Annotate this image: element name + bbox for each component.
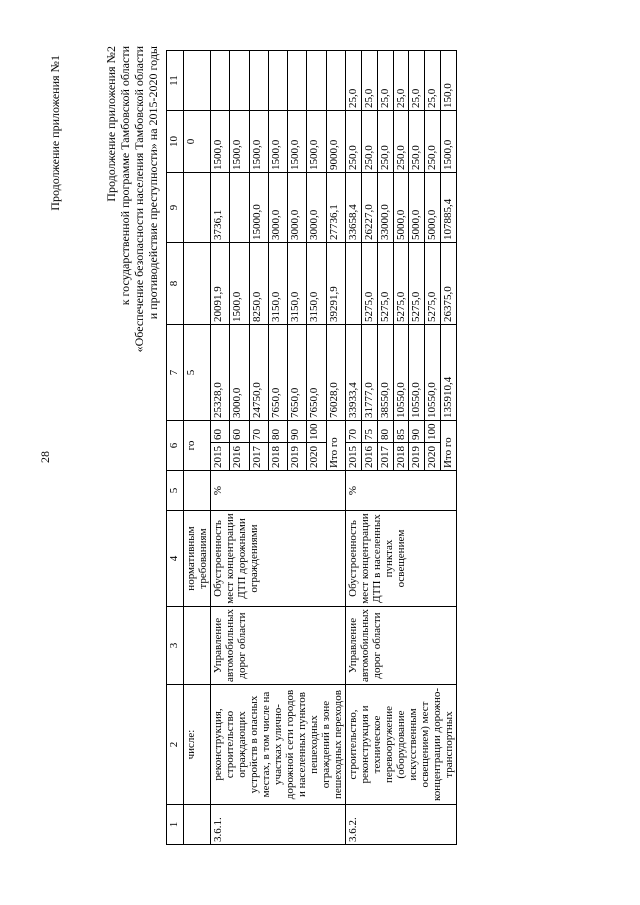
unit: % [346, 471, 457, 511]
funding-c9: 5000,0 [393, 173, 409, 243]
funding-c7: 10550,0 [425, 325, 441, 421]
funding-c8: 20091,9 [211, 243, 230, 325]
funding-c10: 250,0 [361, 111, 377, 173]
funding-c11: 25,0 [346, 51, 362, 111]
funding-c7: 10550,0 [393, 325, 409, 421]
funding-c8 [346, 243, 362, 325]
page-number: 28 [38, 451, 52, 463]
funding-c10: 250,0 [409, 111, 425, 173]
year-continued: го [184, 421, 211, 471]
funding-c8: 3150,0 [268, 243, 287, 325]
funding-c10: 250,0 [425, 111, 441, 173]
funding-c11 [268, 51, 287, 111]
indicator-value: 100 [425, 421, 441, 443]
indicator-value: 70 [346, 421, 362, 443]
year-cell: 2020 [425, 443, 441, 471]
col-num-7: 7 [167, 325, 184, 421]
total-continued: 5 [184, 325, 211, 421]
unit: % [211, 471, 346, 511]
funding-c7: 3000,0 [230, 325, 249, 421]
funding-c11: 25,0 [377, 51, 393, 111]
row-number: 3.6.1. [211, 805, 346, 845]
measure-name: строительство, реконструкция и техническое перевооружение (оборудование искусственным освещением) мест концентрации дорожно-транспортных [346, 685, 457, 805]
funding-c9 [230, 173, 249, 243]
funding-c11 [249, 51, 268, 111]
continuation-row [184, 51, 211, 845]
row-number: 3.6.2. [346, 805, 457, 845]
total-c11 [326, 51, 345, 111]
funding-c11 [211, 51, 230, 111]
funding-c8: 3150,0 [288, 243, 307, 325]
measure-name: реконструкция, строительство ограждающих устройств в опасных местах, в том числе на участках улично-дорожной сети городов и населенных пунктов пешеходных ограждений в зоне пешеходных переходов [211, 685, 346, 805]
year-cell: 2017 [377, 443, 393, 471]
funding-c7: 31777,0 [361, 325, 377, 421]
column-number-row [167, 51, 184, 845]
total-c9: 27736,1 [326, 173, 345, 243]
funding-c9: 15000,0 [249, 173, 268, 243]
year-cell: 2019 [288, 443, 307, 471]
year-cell: 2018 [393, 443, 409, 471]
col-num-10: 10 [167, 111, 184, 173]
funding-c8: 5275,0 [377, 243, 393, 325]
funding-c11 [307, 51, 326, 111]
program-table [166, 50, 457, 845]
indicator-value: 90 [288, 421, 307, 443]
funding-c11: 25,0 [361, 51, 377, 111]
funding-c8: 5275,0 [425, 243, 441, 325]
indicator: Обустроенность мест концентрации ДТП в населенных пунктах освещением [346, 511, 457, 607]
col-num-6: 6 [167, 421, 184, 471]
total-c10: 1500,0 [441, 111, 457, 173]
funding-c7: 24750,0 [249, 325, 268, 421]
year-cell: 2020 [307, 443, 326, 471]
funding-c9: 26227,0 [361, 173, 377, 243]
table-row [211, 51, 230, 845]
local-continued: 0 [184, 111, 211, 173]
heading-line-4: и противодействие преступности» на 2015-2020 годы [146, 46, 160, 320]
funding-c7: 25328,0 [211, 325, 230, 421]
year-cell: 2016 [361, 443, 377, 471]
indicator: Обустроенность мест концентрации ДТП дорожными ограждениями [211, 511, 346, 607]
total-c11: 150,0 [441, 51, 457, 111]
table-row [346, 51, 362, 845]
funding-c9: 5000,0 [425, 173, 441, 243]
funding-c8: 5275,0 [361, 243, 377, 325]
total-c8: 39291,9 [326, 243, 345, 325]
indicator-value: 60 [230, 421, 249, 443]
funding-c8: 3150,0 [307, 243, 326, 325]
funding-c7: 38550,0 [377, 325, 393, 421]
funding-c10: 250,0 [377, 111, 393, 173]
year-cell: 2017 [249, 443, 268, 471]
total-c8: 26375,0 [441, 243, 457, 325]
funding-c10: 1500,0 [211, 111, 230, 173]
indicator-value: 75 [361, 421, 377, 443]
funding-c9: 33658,4 [346, 173, 362, 243]
funding-c8: 1500,0 [230, 243, 249, 325]
year-cell: 2019 [409, 443, 425, 471]
funding-c7: 10550,0 [409, 325, 425, 421]
total-c10: 9000,0 [326, 111, 345, 173]
col-num-4: 4 [167, 511, 184, 607]
funding-c7: 33933,4 [346, 325, 362, 421]
year-cell: 2016 [230, 443, 249, 471]
indicator-value: 90 [409, 421, 425, 443]
total-c7: 76028,0 [326, 325, 345, 421]
col-num-9: 9 [167, 173, 184, 243]
indicator-value: 70 [249, 421, 268, 443]
funding-c9: 33000,0 [377, 173, 393, 243]
continuation-label: Продолжение приложения №1 [48, 55, 62, 211]
total-label: Ито го [441, 421, 457, 471]
year-cell: 2015 [346, 443, 362, 471]
total-c7: 135910,4 [441, 325, 457, 421]
total-label: Ито го [326, 421, 345, 471]
indicator-value: 60 [211, 421, 230, 443]
funding-c8: 8250,0 [249, 243, 268, 325]
funding-c9: 3000,0 [307, 173, 326, 243]
funding-c7: 7650,0 [268, 325, 287, 421]
funding-c10: 1500,0 [268, 111, 287, 173]
funding-c10: 250,0 [346, 111, 362, 173]
year-cell: 2018 [268, 443, 287, 471]
col-num-8: 8 [167, 243, 184, 325]
indicator-value: 80 [377, 421, 393, 443]
funding-c10: 1500,0 [230, 111, 249, 173]
funding-c9: 3000,0 [288, 173, 307, 243]
funding-c9: 3736,1 [211, 173, 230, 243]
funding-c10: 1500,0 [249, 111, 268, 173]
funding-c11: 25,0 [425, 51, 441, 111]
year-cell: 2015 [211, 443, 230, 471]
col-num-3: 3 [167, 607, 184, 685]
funding-c11 [288, 51, 307, 111]
funding-c8: 5275,0 [409, 243, 425, 325]
funding-c7: 7650,0 [307, 325, 326, 421]
indicator-value: 80 [268, 421, 287, 443]
heading-line-3: «Обеспечение безопасности населения Тамбовской области [132, 46, 146, 353]
executor: Управление автомобильных дорог области [211, 607, 346, 685]
funding-c7: 7650,0 [288, 325, 307, 421]
funding-c9: 3000,0 [268, 173, 287, 243]
funding-c10: 250,0 [393, 111, 409, 173]
funding-c11: 25,0 [393, 51, 409, 111]
heading-line-2: к государственной программе Тамбовской области [118, 46, 132, 306]
col-num-5: 5 [167, 471, 184, 511]
indicator-value: 85 [393, 421, 409, 443]
funding-c8: 5275,0 [393, 243, 409, 325]
funding-c11 [230, 51, 249, 111]
funding-c11: 25,0 [409, 51, 425, 111]
indicator-value: 100 [307, 421, 326, 443]
executor: Управление автомобильных дорог области [346, 607, 457, 685]
col-num-1: 1 [167, 805, 184, 845]
col-num-2: 2 [167, 685, 184, 805]
name-continued: числе: [184, 685, 211, 805]
indicator-continued: нормативным требованиям [184, 511, 211, 607]
col-num-11: 11 [167, 51, 184, 111]
total-c9: 107885,4 [441, 173, 457, 243]
funding-c10: 1500,0 [307, 111, 326, 173]
heading-line-1: Продолжение приложения №2 [104, 46, 118, 202]
funding-c9: 5000,0 [409, 173, 425, 243]
funding-c10: 1500,0 [288, 111, 307, 173]
appendix-heading [104, 46, 160, 476]
